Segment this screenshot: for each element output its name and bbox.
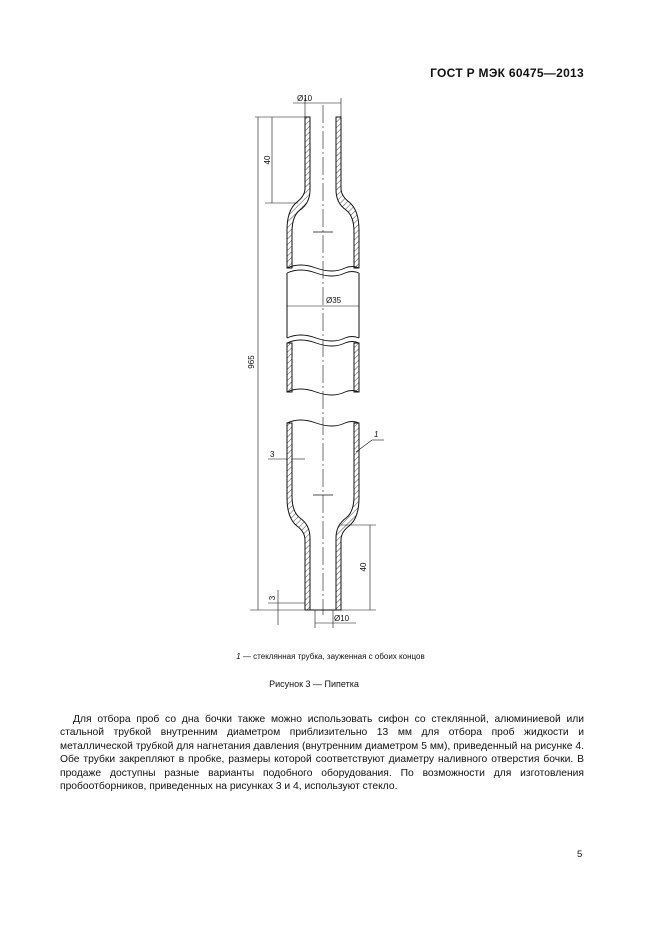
- callout-1: [356, 430, 384, 452]
- body-paragraph: [60, 713, 584, 793]
- paragraph-text: Для отбора проб со дна бочки также можно использовать сифон со стеклянной, алюминиевой или стальной трубкой внутренним диаметром приблизительно 13 мм для отбора проб жидкости и металлической трубкой для нагнетания давления (внутренним диаметром 5 мм), приведенный на рисунке 4. Обе трубки закрепляют в пробке, размеры которой соответствуют диаметру наливного отверстия бочки. В продаже доступны разные варианты подобного оборудования. По возможности для изготовления пробоотборников, приведенных на рисунках 3 и 4, используют стекло.: [60, 714, 584, 793]
- svg-text:Ø35: Ø35: [326, 296, 342, 305]
- dim-top-diameter: [293, 94, 341, 117]
- dim-top-length: [255, 117, 305, 203]
- svg-text:40: 40: [263, 155, 272, 165]
- document-header: ГОСТ Р МЭК 60475—2013: [430, 66, 584, 80]
- legend-text: — стеклянная трубка, зауженная с обоих концов: [240, 652, 425, 661]
- dim-bottom-tip: [268, 590, 305, 625]
- figure-caption: Рисунок 3 — Пипетка: [269, 679, 359, 689]
- legend-number: 1: [236, 652, 241, 661]
- page-number: 5: [577, 849, 583, 860]
- svg-text:Ø10: Ø10: [297, 94, 313, 103]
- svg-text:3: 3: [270, 450, 275, 459]
- dim-overall-length: [247, 117, 305, 610]
- dim-bottom-diameter: [315, 610, 356, 628]
- svg-text:1: 1: [374, 430, 379, 439]
- figure-legend: [0, 652, 661, 661]
- svg-text:965: 965: [247, 355, 256, 369]
- svg-text:40: 40: [359, 562, 368, 572]
- svg-text:3: 3: [268, 595, 277, 601]
- dim-bottom-length: [341, 525, 376, 610]
- svg-text:Ø10: Ø10: [334, 614, 350, 623]
